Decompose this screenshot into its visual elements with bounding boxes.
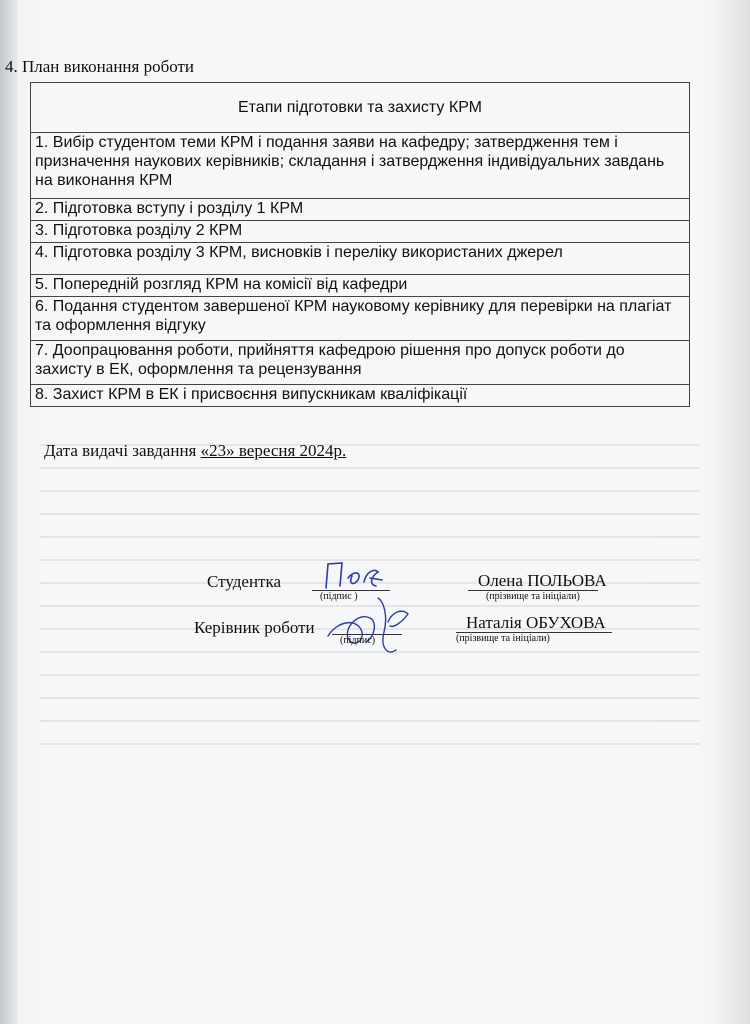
table-row — [31, 275, 690, 297]
supervisor-signature-hint: (підпис) — [340, 635, 376, 646]
table-cell-stage-1: 1. Вибір студентом теми КРМ і подання заяви на кафедру; затвердження тем і призначення наукових керівників; складання і затвердження індивідуальних завдань на виконання КРМ — [31, 133, 690, 199]
issue-date-value: «23» вересня 2024р. — [200, 441, 347, 460]
section-heading — [5, 56, 194, 78]
issue-date-label: Дата видачі завдання — [44, 441, 197, 460]
supervisor-role-label: Керівник роботи — [194, 618, 315, 637]
table-row — [31, 199, 690, 221]
student-role-label: Студентка — [207, 572, 282, 591]
supervisor-name-hint: (прізвище та ініціали) — [456, 633, 550, 644]
table-cell-stage-5: 5. Попередній розгляд КРМ на комісії від кафедри — [31, 275, 690, 297]
student-name: Олена ПОЛЬОВА — [478, 571, 607, 590]
issue-date-line — [44, 440, 346, 462]
supervisor-name: Наталія ОБУХОВА — [466, 613, 606, 632]
scan-fold-shadow — [710, 0, 750, 1024]
table-header-row — [31, 83, 690, 133]
table-row — [31, 385, 690, 407]
table-row — [31, 133, 690, 199]
table-cell-stage-7: 7. Доопрацювання роботи, прийняття кафедрою рішення про допуск роботи до захисту в ЕК, оформлення та рецензування — [31, 341, 690, 385]
supervisor-handwritten-signature — [318, 592, 414, 660]
table-cell-stage-6: 6. Подання студентом завершеної КРМ науковому керівнику для перевірки на плагіат та оформлення відгуку — [31, 297, 690, 341]
table-cell-stage-3: 3. Підготовка розділу 2 КРМ — [31, 221, 690, 243]
student-name-hint: (прізвище та ініціали) — [486, 591, 580, 602]
section-title-text: План виконання роботи — [22, 57, 195, 76]
table-header-cell: Етапи підготовки та захисту КРМ — [31, 83, 690, 133]
table-cell-stage-8: 8. Захист КРМ в ЕК і присвоєння випускникам кваліфікації — [31, 385, 690, 407]
table-row — [31, 243, 690, 275]
scan-edge-shadow — [0, 0, 18, 1024]
table-row — [31, 221, 690, 243]
section-number: 4. — [5, 57, 18, 76]
table-cell-stage-2: 2. Підготовка вступу і розділу 1 КРМ — [31, 199, 690, 221]
plan-table — [30, 82, 690, 407]
table-row — [31, 297, 690, 341]
table-row — [31, 341, 690, 385]
student-signature-hint: (підпис ) — [320, 591, 358, 602]
table-cell-stage-4: 4. Підготовка розділу 3 КРМ, висновків і переліку використаних джерел — [31, 243, 690, 275]
